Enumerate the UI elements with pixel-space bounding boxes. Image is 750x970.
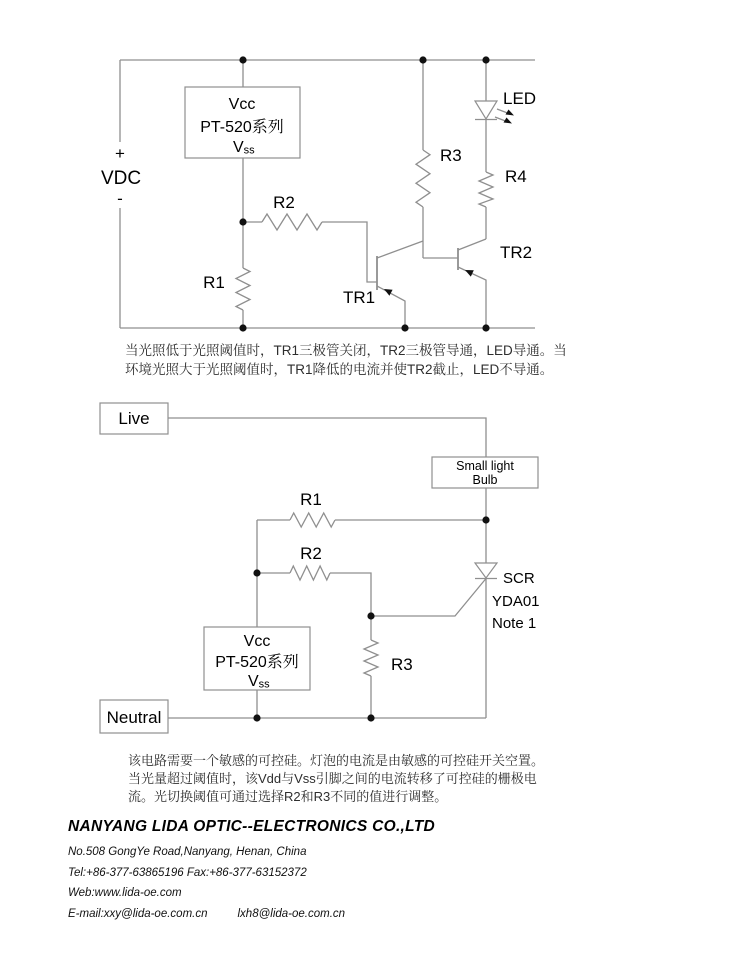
- c2-scr-note-label: Note 1: [492, 615, 537, 632]
- c1-vdc-label: VDC: [100, 168, 142, 189]
- c1-box-vss-sub: ss: [243, 144, 255, 157]
- c1-plus-label: +: [115, 144, 125, 163]
- c1-r4-label: R4: [505, 167, 527, 186]
- c2-box-vss-main: V: [248, 673, 259, 690]
- c1-tr2-emitter: [458, 267, 486, 328]
- c1-tr1-collector: [377, 241, 423, 258]
- c1-led-label: LED: [503, 89, 537, 108]
- c1-box-vcc: Vcc: [228, 96, 256, 113]
- c2-box-series: PT-520系列: [215, 654, 299, 671]
- c2-bulb-label-line1: Small light: [456, 459, 514, 473]
- c2-scr-model-label: YDA01: [492, 593, 540, 610]
- c2-neutral-label: Neutral: [106, 708, 162, 727]
- c1-tr1-label: TR1: [342, 288, 376, 307]
- caption-circuit1: [125, 341, 567, 379]
- c2-box-vcc: Vcc: [243, 633, 271, 650]
- c1-tr2-label: TR2: [500, 243, 533, 262]
- c2-scr-gate-lead: [371, 579, 486, 617]
- company-email-line: [68, 908, 435, 920]
- c2-resistor-r3: [364, 640, 378, 676]
- c2-r2-to-gate-node: [330, 573, 371, 616]
- c1-resistor-r4: [479, 172, 493, 207]
- caption-circuit2: [128, 752, 544, 806]
- c1-tr2-collector: [458, 239, 486, 250]
- c1-box-vss-main: V: [233, 139, 244, 156]
- c2-box-vss-sub: ss: [258, 678, 270, 691]
- c1-box-series: PT-520系列: [200, 119, 284, 136]
- c2-r2-label: R2: [300, 544, 322, 563]
- company-footer: [68, 818, 435, 928]
- c2-r3-label: R3: [391, 655, 413, 674]
- c2-resistor-r1: [290, 513, 335, 527]
- caption2-line3: 流。光切换阈值可通过选择R2和R3不同的值进行调整。: [128, 789, 448, 804]
- c2-live-label: Live: [118, 409, 150, 428]
- c1-led-ray-arrowhead-1: [506, 110, 515, 116]
- c2-scr-symbol: [475, 563, 497, 578]
- c1-r2-to-tr1-base: [322, 222, 377, 282]
- c1-r1-label: R1: [203, 273, 225, 292]
- company-phone: Tel:+86-377-63865196 Fax:+86-377-63152372: [68, 866, 307, 879]
- circuit2: [100, 403, 540, 733]
- c1-r2-label: R2: [273, 193, 295, 212]
- c1-resistor-r1: [236, 268, 250, 310]
- c2-resistor-r2: [290, 566, 330, 580]
- company-website: Web:www.lida-oe.com: [68, 887, 182, 899]
- circuit1: [101, 56, 536, 331]
- caption2-line1: 该电路需要一个敏感的可控硅。灯泡的电流是由敏感的可控硅开关空置。: [128, 753, 545, 768]
- c1-r3-label: R3: [440, 146, 462, 165]
- company-name: NANYANG LIDA OPTIC--ELECTRONICS CO.,LTD: [68, 818, 436, 835]
- c2-scr-label: SCR: [503, 570, 535, 587]
- c2-bulb-label-line2: Bulb: [472, 473, 498, 487]
- caption1-line2: 环境光照大于光照阈值时，TR1降低的电流并使TR2截止，LED不导通。: [125, 362, 554, 377]
- c1-resistor-r2: [262, 214, 322, 230]
- c1-led-symbol: [475, 101, 497, 119]
- c1-minus-label: -: [117, 189, 123, 208]
- company-email-1: E-mail:xxy@lida-oe.com.cn: [68, 907, 208, 920]
- c2-live-wire: [168, 418, 486, 457]
- c1-resistor-r3: [416, 150, 430, 207]
- company-address: No.508 GongYe Road,Nanyang, Henan, China: [68, 846, 307, 858]
- caption1-line1: 当光照低于光照阈值时，TR1三极管关闭，TR2三极管导通，LED导通。当: [125, 343, 567, 358]
- company-email-2: lxh8@lida-oe.com.cn: [237, 907, 346, 920]
- c1-led-ray-arrowhead-2: [504, 118, 513, 124]
- c2-r1-label: R1: [300, 490, 322, 509]
- c1-tr1-emitter-arrow: [384, 289, 393, 296]
- caption2-line2: 当光量超过阈值时，该Vdd与Vss引脚之间的电流转移了可控硅的栅极电: [128, 771, 537, 786]
